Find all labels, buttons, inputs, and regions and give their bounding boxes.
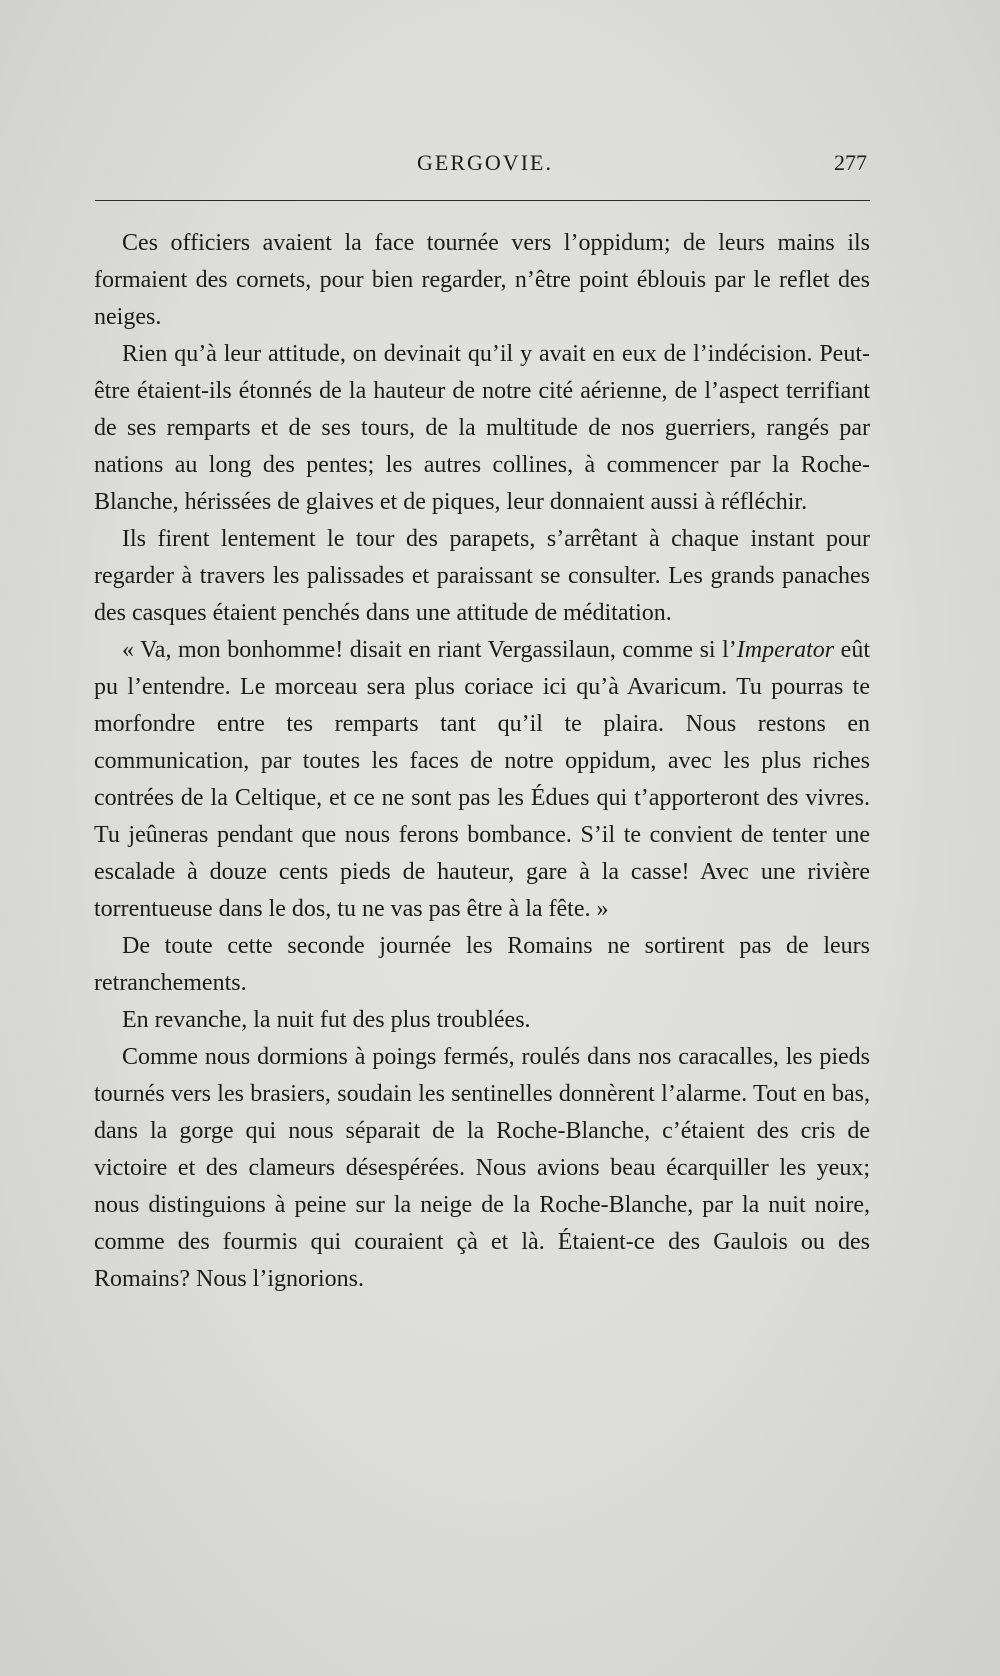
paragraph-4-start: « Va, mon bonhomme! disait en riant Vergassilaun, comme si l’ — [122, 637, 737, 663]
paragraph-3: Ils firent lentement le tour des parapets, s’arrêtant à chaque instant pour regarder à travers les palissades et paraissant se consulter. Les grands panaches des casques étaient penchés dans une attitude de méditation. — [94, 526, 870, 626]
paragraph-5: De toute cette seconde journée les Romains ne sortirent pas de leurs retranchements. — [94, 933, 870, 996]
header-rule — [95, 200, 870, 201]
paragraph-4-end: eût pu l’entendre. Le morceau sera plus coriace ici qu’à Avaricum. Tu pourras te morfondre entre tes remparts tant qu’il te plaira. Nous restons en communication, par toutes les faces de notre oppidum, avec les plus riches contrées de la Celtique, et ce ne sont pas les Édues qui t’apporteront des vivres. Tu jeûneras pendant que nous ferons bombance. S’il te convient de tenter une escalade à douze cents pieds de hauteur, gare à la casse! Avec une rivière torrentueuse dans le dos, tu ne vas pas être à la fête. » — [94, 637, 870, 922]
body-text — [94, 225, 870, 1298]
page-number: 277 — [834, 150, 867, 175]
paragraph-6: En revanche, la nuit fut des plus troublées. — [122, 1007, 531, 1033]
paragraph-1: Ces officiers avaient la face tournée vers l’oppidum; de leurs mains ils formaient des cornets, pour bien regarder, n’être point éblouis par le reflet des neiges. — [94, 230, 870, 330]
chapter-title: GERGOVIE. — [417, 150, 553, 175]
paragraph-4-italic: Imperator — [736, 637, 835, 663]
paragraph-2: Rien qu’à leur attitude, on devinait qu’il y avait en eux de l’indécision. Peut-être étaient-ils étonnés de la hauteur de notre cité aérienne, de l’aspect terrifiant de ses remparts et de ses tours, de la multitude de nos guerriers, rangés par nations au long des pentes; les autres collines, à commencer par la Roche-Blanche, hérissées de glaives et de piques, leur donnaient aussi à réfléchir. — [94, 341, 870, 515]
paragraph-4 — [94, 632, 870, 928]
paragraph-7: Comme nous dormions à poings fermés, roulés dans nos caracalles, les pieds tournés vers les brasiers, soudain les sentinelles donnèrent l’alarme. Tout en bas, dans la gorge qui nous séparait de la Roche-Blanche, c’étaient des cris de victoire et des clameurs désespérées. Nous avions beau écarquiller les yeux; nous distinguions à peine sur la neige de la Roche-Blanche, par la nuit noire, comme des fourmis qui couraient çà et là. Étaient-ce des Gaulois ou des Romains? Nous l’ignorions. — [94, 1044, 870, 1292]
running-head — [95, 150, 875, 186]
